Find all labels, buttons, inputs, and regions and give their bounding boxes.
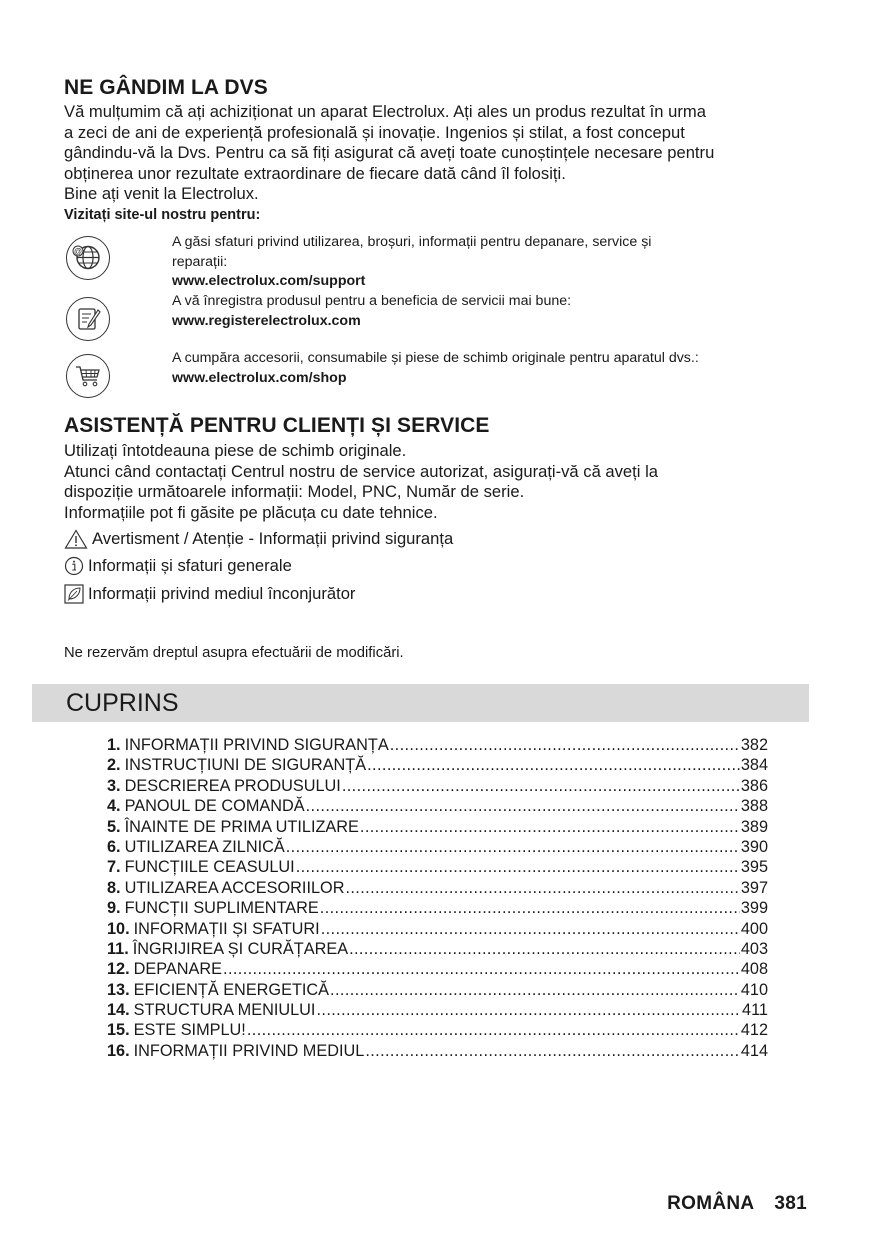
legend-warning-text: Avertisment / Atenție - Informații privind siguranța xyxy=(92,529,454,548)
toc-item-page: 390 xyxy=(740,837,768,856)
toc-item[interactable] xyxy=(107,1041,768,1061)
footer-language: ROMÂNA xyxy=(667,1193,755,1214)
section-title-support: ASISTENȚĂ PENTRU CLIENȚI ȘI SERVICE xyxy=(64,414,490,437)
toc-item[interactable] xyxy=(107,898,768,918)
toc-item-label: STRUCTURA MENIULUI xyxy=(133,1001,316,1020)
toc-item-number: 11. xyxy=(107,939,129,958)
legend-environment-text: Informații privind mediul înconjurător xyxy=(88,584,356,603)
globe-at-icon xyxy=(66,236,110,280)
toc-item[interactable] xyxy=(107,919,768,939)
toc-item-number: 13. xyxy=(107,980,130,999)
toc-item-number: 7. xyxy=(107,858,121,877)
intro-paragraph xyxy=(64,102,824,205)
toc-item-page: 397 xyxy=(740,878,768,897)
support-link[interactable]: www.electrolux.com/support xyxy=(172,273,366,290)
intro-line: gândindu-vă la Dvs. Pentru ca să fiți asigurat că aveți toate cunoștințele necesare pentru xyxy=(64,143,715,163)
site-shop-text: A cumpăra accesorii, consumabile și piese de schimb originale pentru aparatul dvs.: xyxy=(172,350,699,366)
toc-item[interactable] xyxy=(107,755,768,775)
page-footer xyxy=(667,1193,807,1215)
info-circle-icon xyxy=(64,556,84,576)
toc-item-number: 6. xyxy=(107,837,121,856)
environment-leaf-icon xyxy=(64,584,84,604)
shop-link[interactable]: www.electrolux.com/shop xyxy=(172,369,347,386)
toc-item-number: 15. xyxy=(107,1021,130,1040)
toc-item-page: 414 xyxy=(740,1041,768,1060)
toc-item[interactable] xyxy=(107,857,768,877)
toc-item-number: 2. xyxy=(107,756,121,775)
site-support-text: reparații: xyxy=(172,253,228,270)
intro-line: obținerea unor rezultate extraordinare de fiecare dată când îl folosiți. xyxy=(64,163,566,183)
toc-item[interactable] xyxy=(107,1020,768,1040)
toc-item-number: 12. xyxy=(107,960,130,979)
toc-item-label: INFORMAȚII ȘI SFATURI xyxy=(133,919,320,938)
toc-item-page: 400 xyxy=(740,919,768,938)
toc-item-number: 4. xyxy=(107,797,121,816)
toc-item-number: 3. xyxy=(107,776,121,795)
toc-item-label: ÎNGRIJIREA ȘI CURĂȚAREA xyxy=(132,939,349,958)
toc-item-page: 395 xyxy=(740,858,768,877)
site-register xyxy=(172,292,802,331)
toc-item-number: 14. xyxy=(107,1001,130,1020)
toc-item-page: 412 xyxy=(740,1021,768,1040)
toc-item[interactable] xyxy=(107,980,768,1000)
support-line: Atunci când contactați Centrul nostru de service autorizat, asigurați-vă că aveți la xyxy=(64,461,658,481)
register-note-icon xyxy=(66,297,110,341)
visit-label: Vizitați site-ul nostru pentru: xyxy=(64,207,261,223)
toc-item-number: 16. xyxy=(107,1041,130,1060)
warning-triangle-icon xyxy=(64,529,88,549)
toc-item-label: EFICIENȚĂ ENERGETICĂ xyxy=(133,980,330,999)
toc-item-label: ÎNAINTE DE PRIMA UTILIZARE xyxy=(124,817,359,836)
disclaimer-note: Ne rezervăm dreptul asupra efectuării de modificări. xyxy=(64,645,404,661)
toc-item[interactable] xyxy=(107,878,768,898)
toc-item-page: 399 xyxy=(740,899,768,918)
intro-line: Vă mulțumim că ați achiziționat un aparat Electrolux. Ați ales un produs rezultat în urma xyxy=(64,102,706,121)
support-paragraph xyxy=(64,441,824,523)
toc-item-number: 10. xyxy=(107,919,130,938)
toc-item-label: DEPANARE xyxy=(133,960,223,979)
shopping-cart-icon xyxy=(66,354,110,398)
toc-item-label: UTILIZAREA ZILNICĂ xyxy=(124,837,285,856)
site-support-text: A găsi sfaturi privind utilizarea, broșuri, informații pentru depanare, service și xyxy=(172,234,652,250)
toc-item-page: 403 xyxy=(740,939,768,958)
toc-item[interactable] xyxy=(107,959,768,979)
toc-item[interactable] xyxy=(107,817,768,837)
legend-warning xyxy=(64,529,453,549)
intro-line: Bine ați venit la Electrolux. xyxy=(64,184,259,204)
toc-item-label: DESCRIEREA PRODUSULUI xyxy=(124,776,341,795)
toc-item-page: 408 xyxy=(740,960,768,979)
contents-header-bar xyxy=(32,684,809,722)
toc-item-page: 410 xyxy=(740,980,768,999)
section-title-intro: NE GÂNDIM LA DVS xyxy=(64,76,268,99)
intro-line: a zeci de ani de experiență profesională și inovație. Ingenios și stilat, a fost conceput xyxy=(64,122,685,142)
toc-item[interactable] xyxy=(107,735,768,755)
toc-item-number: 1. xyxy=(107,736,121,754)
toc-item-label: ESTE SIMPLU! xyxy=(133,1021,246,1040)
contents-title: CUPRINS xyxy=(66,689,179,717)
toc-item[interactable] xyxy=(107,776,768,796)
toc-item-label: PANOUL DE COMANDĂ xyxy=(124,797,305,816)
toc-item-page: 384 xyxy=(740,756,768,775)
toc-item-page: 386 xyxy=(740,776,768,795)
toc-item-label: INFORMAȚII PRIVIND MEDIUL xyxy=(133,1041,365,1060)
toc-item[interactable] xyxy=(107,796,768,816)
toc-item-page: 411 xyxy=(742,1001,768,1020)
table-of-contents xyxy=(107,735,768,1061)
support-line: dispoziție următoarele informații: Model, PNC, Număr de serie. xyxy=(64,482,525,502)
support-line: Utilizați întotdeauna piese de schimb originale. xyxy=(64,441,407,460)
toc-item-label: FUNCȚIILE CEASULUI xyxy=(124,858,295,877)
toc-item-page: 382 xyxy=(740,736,768,754)
legend-environment xyxy=(64,584,355,604)
toc-item-number: 5. xyxy=(107,817,121,836)
site-support xyxy=(172,233,802,292)
toc-item[interactable] xyxy=(107,837,768,857)
toc-item-number: 8. xyxy=(107,878,121,897)
toc-item-label: INFORMAȚII PRIVIND SIGURANȚA xyxy=(124,736,389,754)
toc-item-label: INSTRUCȚIUNI DE SIGURANȚĂ xyxy=(124,756,367,775)
toc-item[interactable] xyxy=(107,939,768,959)
toc-item-page: 388 xyxy=(740,797,768,816)
register-link[interactable]: www.registerelectrolux.com xyxy=(172,312,361,329)
legend-info xyxy=(64,556,292,576)
toc-item-page: 389 xyxy=(740,817,768,836)
site-shop xyxy=(172,349,802,388)
footer-page-number: 381 xyxy=(774,1193,807,1214)
toc-item-label: FUNCȚII SUPLIMENTARE xyxy=(124,899,319,918)
toc-item[interactable] xyxy=(107,1000,768,1020)
support-line: Informațiile pot fi găsite pe plăcuța cu date tehnice. xyxy=(64,502,438,522)
legend-info-text: Informații și sfaturi generale xyxy=(88,556,292,575)
svg-text:@: @ xyxy=(74,247,82,256)
toc-item-number: 9. xyxy=(107,899,121,918)
toc-item-label: UTILIZAREA ACCESORIILOR xyxy=(124,878,345,897)
site-register-text: A vă înregistra produsul pentru a beneficia de servicii mai bune: xyxy=(172,293,572,309)
